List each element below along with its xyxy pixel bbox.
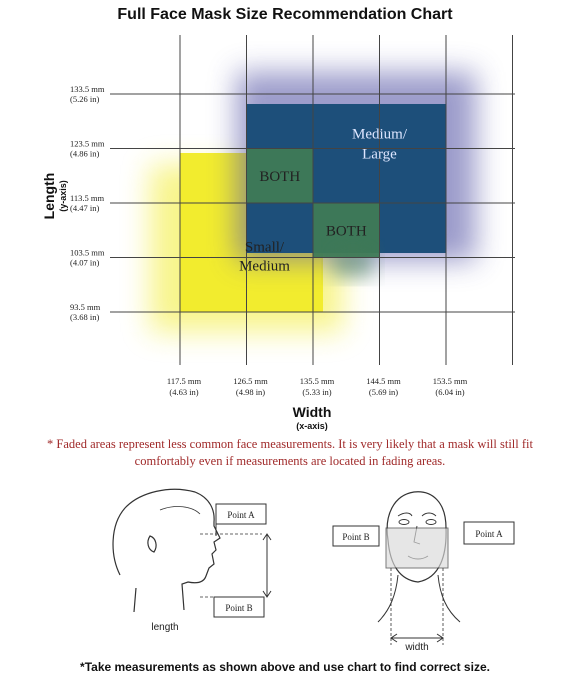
y-tick-mm-2: 123.5 mm xyxy=(70,138,105,149)
y-tick-in-4: (4.07 in) xyxy=(70,257,100,268)
y-tick-in-2: (4.86 in) xyxy=(70,148,100,159)
x-tick-in-1: (4.63 in) xyxy=(169,387,199,397)
x-axis-subtitle: (x-axis) xyxy=(296,421,328,431)
x-tick-in-2: (4.98 in) xyxy=(235,387,266,397)
profile-point-a-label: Point A xyxy=(227,510,255,520)
small-medium-label-line2: Medium xyxy=(239,258,290,275)
y-tick-mm-4: 103.5 mm xyxy=(70,247,105,258)
length-caption: length xyxy=(151,622,179,633)
y-tick-mm-3: 113.5 mm xyxy=(70,193,105,203)
both-label-2: BOTH xyxy=(325,223,367,240)
front-point-a-label: Point A xyxy=(475,529,503,539)
x-tick-in-5: (6.04 in) xyxy=(435,387,465,397)
medium-large-label-line1: Medium/ xyxy=(352,126,407,143)
x-tick-in-4: (5.69 in) xyxy=(368,387,399,397)
small-medium-label-line1: Small/ xyxy=(244,239,285,256)
length-dimension-arrow xyxy=(263,534,271,597)
y-axis-title: Length xyxy=(41,172,57,220)
medium-large-label-line2: Large xyxy=(362,146,397,163)
measurement-instruction: *Take measurements as shown above and use chart to find correct size. xyxy=(80,660,490,674)
profile-point-a-box xyxy=(216,504,266,536)
front-dashed-guides xyxy=(391,568,443,645)
both-label-1: BOTH xyxy=(259,168,301,185)
profile-head-illustration xyxy=(113,489,220,612)
profile-dashed-guides xyxy=(200,534,262,597)
x-tick-mm-5: 153.5 mm xyxy=(432,376,468,386)
chart-title: Full Face Mask Size Recommendation Chart xyxy=(117,6,453,23)
y-tick-mm-1: 133.5 mm xyxy=(70,84,105,94)
width-caption: width xyxy=(405,642,429,653)
x-axis-ticks xyxy=(167,376,468,397)
y-axis-ticks xyxy=(70,84,105,322)
front-point-b-label: Point B xyxy=(342,532,370,542)
front-mask-zone xyxy=(386,528,448,568)
y-tick-in-3: (4.47 in) xyxy=(70,203,100,213)
x-axis-title: Width xyxy=(292,404,332,420)
width-dimension-arrow xyxy=(391,634,443,642)
faded-areas-note: * Faded areas represent less common face measurements. It is very likely that a mask will still fit comfortably even if measurements are located in fading areas. xyxy=(47,437,533,468)
x-tick-mm-1: 117.5 mm xyxy=(166,376,202,386)
y-tick-in-5: (3.68 in) xyxy=(70,312,100,322)
y-tick-in-1: (5.26 in) xyxy=(70,94,100,104)
both-faded-tail xyxy=(333,248,373,278)
profile-point-b-label: Point B xyxy=(225,603,253,613)
x-tick-in-3: (5.33 in) xyxy=(302,387,332,397)
x-tick-mm-4: 144.5 mm xyxy=(366,376,401,386)
y-axis-subtitle: (y-axis) xyxy=(58,180,68,212)
x-tick-mm-2: 126.5 mm xyxy=(233,376,268,386)
y-tick-mm-5: 93.5 mm xyxy=(70,302,101,312)
measurement-diagram xyxy=(0,470,570,660)
x-tick-mm-3: 135.5 mm xyxy=(299,376,335,386)
